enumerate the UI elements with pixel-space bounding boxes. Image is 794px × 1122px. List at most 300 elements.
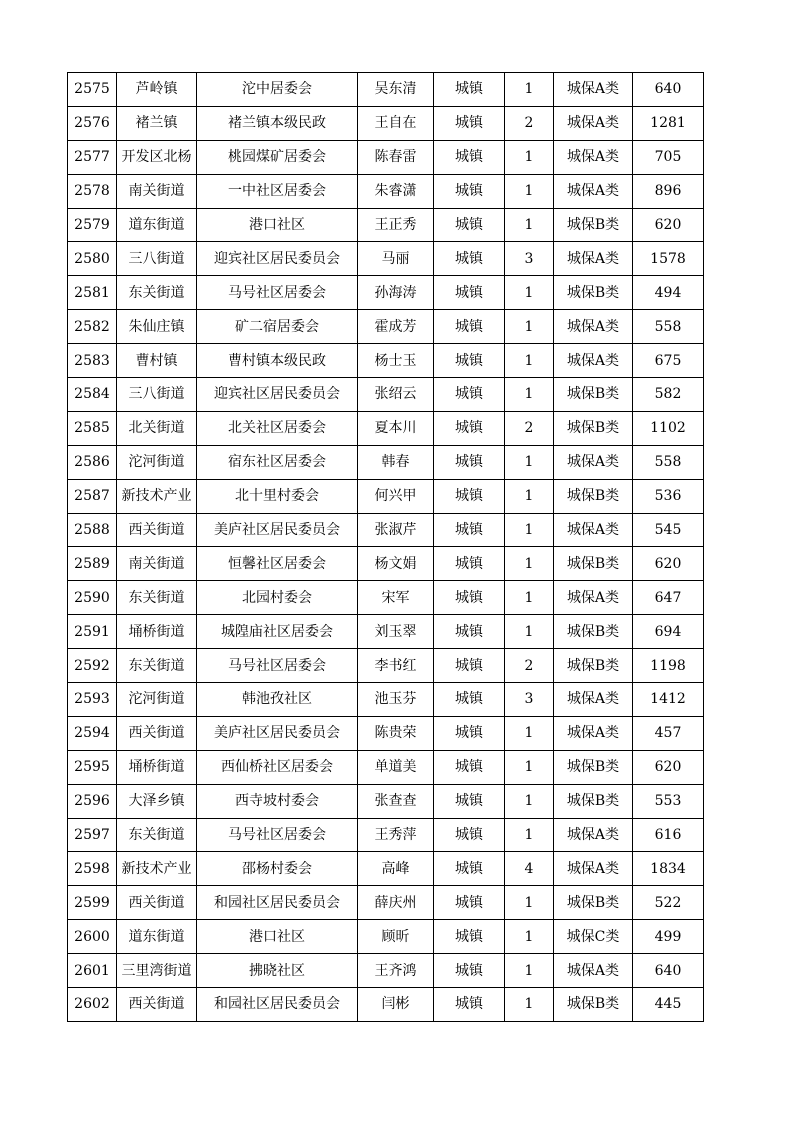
- household-count-cell-text: 1: [524, 589, 534, 606]
- name-cell-text: 夏本川: [374, 420, 417, 437]
- type-cell-text: 城镇: [455, 962, 483, 979]
- type-cell-text: 城镇: [455, 386, 483, 403]
- row-id-cell: [68, 988, 117, 1022]
- row-id-cell-text: 2591: [74, 623, 110, 640]
- name-cell: [358, 581, 434, 615]
- category-cell-text: 城保A类: [566, 115, 620, 132]
- household-count-cell: [505, 106, 554, 140]
- category-cell: [554, 106, 633, 140]
- community-cell-text: 迎宾社区居民委员会: [214, 250, 340, 267]
- category-cell-text: 城保A类: [566, 149, 620, 166]
- row-id-cell-text: 2599: [74, 894, 110, 911]
- row-id-cell: [68, 378, 117, 412]
- category-cell-text: 城保A类: [566, 183, 620, 200]
- community-cell-text: 宿东社区居委会: [228, 454, 326, 471]
- household-count-cell: [505, 140, 554, 174]
- community-cell-text: 北关社区居委会: [228, 420, 326, 437]
- household-count-cell: [505, 750, 554, 784]
- amount-cell: [633, 378, 704, 412]
- row-id-cell: [68, 852, 117, 886]
- name-cell-text: 杨文娟: [374, 555, 417, 572]
- community-cell-text: 拂晓社区: [249, 962, 305, 979]
- name-cell-text: 孙海涛: [374, 284, 417, 301]
- household-count-cell: [505, 954, 554, 988]
- household-count-cell-text: 3: [524, 250, 534, 267]
- category-cell-text: 城保A类: [566, 962, 620, 979]
- category-cell: [554, 310, 633, 344]
- town-cell-text: 三八街道: [128, 386, 185, 403]
- name-cell: [358, 818, 434, 852]
- row-id-cell: [68, 920, 117, 954]
- household-count-cell: [505, 276, 554, 310]
- name-cell-text: 杨士玉: [374, 352, 417, 369]
- household-count-cell: [505, 479, 554, 513]
- row-id-cell: [68, 310, 117, 344]
- household-count-cell: [505, 784, 554, 818]
- name-cell: [358, 242, 434, 276]
- type-cell: [434, 954, 505, 988]
- name-cell: [358, 106, 434, 140]
- type-cell-text: 城镇: [455, 250, 483, 267]
- type-cell-text: 城镇: [455, 555, 483, 572]
- name-cell: [358, 310, 434, 344]
- type-cell: [434, 344, 505, 378]
- name-cell: [358, 750, 434, 784]
- category-cell: [554, 174, 633, 208]
- row-id-cell-text: 2582: [74, 318, 110, 335]
- type-cell-text: 城镇: [455, 488, 483, 505]
- category-cell: [554, 513, 633, 547]
- town-cell: [117, 411, 197, 445]
- town-cell-text: 西关街道: [128, 522, 185, 539]
- town-cell-text: 东关街道: [128, 284, 185, 301]
- row-id-cell: [68, 73, 117, 107]
- name-cell: [358, 276, 434, 310]
- table-row: [68, 649, 704, 683]
- town-cell: [117, 615, 197, 649]
- town-cell: [117, 818, 197, 852]
- type-cell: [434, 513, 505, 547]
- community-cell: [197, 581, 358, 615]
- category-cell-text: 城保B类: [566, 793, 620, 810]
- name-cell-text: 单道美: [374, 759, 417, 776]
- amount-cell-text: 1412: [650, 691, 686, 708]
- community-cell-text: 美庐社区居民委员会: [214, 725, 340, 742]
- table-row: [68, 615, 704, 649]
- community-cell-text: 恒馨社区居委会: [228, 555, 326, 572]
- community-cell-text: 曹村镇本级民政: [228, 352, 326, 369]
- town-cell: [117, 378, 197, 412]
- row-id-cell-text: 2577: [74, 149, 110, 166]
- town-cell-text: 褚兰镇: [135, 115, 178, 132]
- name-cell-text: 何兴甲: [374, 488, 417, 505]
- category-cell-text: 城保A类: [566, 318, 620, 335]
- name-cell-text: 宋军: [381, 589, 410, 606]
- type-cell: [434, 411, 505, 445]
- category-cell: [554, 140, 633, 174]
- name-cell: [358, 513, 434, 547]
- amount-cell: [633, 73, 704, 107]
- household-count-cell-text: 1: [524, 488, 534, 505]
- town-cell: [117, 513, 197, 547]
- community-cell-text: 北十里村委会: [235, 488, 319, 505]
- name-cell-text: 王自在: [374, 115, 417, 132]
- table-row: [68, 378, 704, 412]
- amount-cell: [633, 683, 704, 717]
- household-count-cell: [505, 988, 554, 1022]
- type-cell: [434, 73, 505, 107]
- row-id-cell: [68, 513, 117, 547]
- row-id-cell-text: 2597: [74, 827, 110, 844]
- type-cell: [434, 818, 505, 852]
- row-id-cell: [68, 716, 117, 750]
- type-cell: [434, 242, 505, 276]
- category-cell-text: 城保A类: [566, 589, 620, 606]
- town-cell: [117, 886, 197, 920]
- household-count-cell: [505, 445, 554, 479]
- community-cell-text: 港口社区: [249, 928, 305, 945]
- type-cell: [434, 886, 505, 920]
- amount-cell-text: 1578: [650, 250, 686, 267]
- row-id-cell-text: 2589: [74, 555, 110, 572]
- name-cell: [358, 411, 434, 445]
- community-cell: [197, 954, 358, 988]
- type-cell: [434, 852, 505, 886]
- town-cell-text: 东关街道: [128, 589, 185, 606]
- type-cell-text: 城镇: [455, 454, 483, 471]
- category-cell-text: 城保A类: [566, 352, 620, 369]
- amount-cell: [633, 615, 704, 649]
- category-cell: [554, 954, 633, 988]
- community-cell-text: 迎宾社区居民委员会: [214, 386, 340, 403]
- community-cell-text: 韩池孜社区: [242, 691, 312, 708]
- town-cell-text: 西关街道: [128, 894, 185, 911]
- name-cell: [358, 174, 434, 208]
- town-cell-text: 朱仙庄镇: [128, 318, 185, 335]
- row-id-cell-text: 2588: [74, 522, 110, 539]
- amount-cell-text: 1102: [650, 420, 686, 437]
- category-cell-text: 城保B类: [566, 420, 620, 437]
- name-cell-text: 韩春: [381, 454, 410, 471]
- household-count-cell: [505, 242, 554, 276]
- type-cell: [434, 310, 505, 344]
- amount-cell: [633, 920, 704, 954]
- category-cell-text: 城保A类: [566, 691, 620, 708]
- type-cell-text: 城镇: [455, 149, 483, 166]
- amount-cell-text: 494: [654, 284, 682, 301]
- household-count-cell-text: 1: [524, 623, 534, 640]
- category-cell: [554, 784, 633, 818]
- town-cell-text: 三里湾街道: [121, 962, 192, 979]
- type-cell: [434, 988, 505, 1022]
- household-count-cell-text: 1: [524, 996, 534, 1013]
- town-cell-text: 大泽乡镇: [128, 793, 185, 810]
- town-cell-text: 埇桥街道: [128, 759, 185, 776]
- amount-cell: [633, 208, 704, 242]
- category-cell-text: 城保B类: [566, 996, 620, 1013]
- town-cell-text: 东关街道: [128, 657, 185, 674]
- household-count-cell-text: 1: [524, 386, 534, 403]
- household-count-cell-text: 1: [524, 352, 534, 369]
- town-cell-text: 东关街道: [128, 827, 185, 844]
- table-row: [68, 276, 704, 310]
- household-count-cell-text: 1: [524, 217, 534, 233]
- household-count-cell: [505, 378, 554, 412]
- household-count-cell: [505, 581, 554, 615]
- community-cell: [197, 140, 358, 174]
- category-cell: [554, 479, 633, 513]
- table-row: [68, 988, 704, 1022]
- household-count-cell-text: 1: [524, 827, 534, 844]
- type-cell-text: 城镇: [455, 183, 483, 200]
- category-cell: [554, 649, 633, 683]
- name-cell-text: 张查查: [374, 793, 417, 810]
- category-cell-text: 城保B类: [566, 623, 620, 640]
- town-cell: [117, 683, 197, 717]
- type-cell: [434, 378, 505, 412]
- household-count-cell: [505, 547, 554, 581]
- town-cell-text: 道东街道: [128, 217, 185, 233]
- table-row: [68, 886, 704, 920]
- amount-cell-text: 558: [654, 318, 682, 335]
- category-cell-text: 城保B类: [566, 284, 620, 301]
- name-cell: [358, 852, 434, 886]
- row-id-cell-text: 2596: [74, 793, 110, 810]
- type-cell: [434, 750, 505, 784]
- category-cell: [554, 411, 633, 445]
- type-cell-text: 城镇: [455, 352, 483, 369]
- amount-cell: [633, 581, 704, 615]
- name-cell: [358, 140, 434, 174]
- table-row: [68, 208, 704, 242]
- household-count-cell: [505, 649, 554, 683]
- town-cell-text: 新技术产业: [121, 860, 192, 877]
- town-cell: [117, 310, 197, 344]
- community-cell-text: 马号社区居委会: [228, 657, 326, 674]
- community-cell-text: 港口社区: [249, 217, 305, 233]
- category-cell-text: 城保A类: [566, 522, 620, 539]
- category-cell-text: 城保A类: [566, 725, 620, 742]
- category-cell: [554, 683, 633, 717]
- category-cell: [554, 988, 633, 1022]
- household-count-cell-text: 2: [524, 420, 534, 437]
- row-id-cell-text: 2576: [74, 115, 110, 132]
- household-count-cell-text: 4: [524, 860, 534, 877]
- type-cell-text: 城镇: [455, 793, 483, 810]
- household-count-cell: [505, 174, 554, 208]
- town-cell-text: 西关街道: [128, 725, 185, 742]
- town-cell: [117, 242, 197, 276]
- amount-cell: [633, 445, 704, 479]
- community-cell-text: 沱中居委会: [242, 81, 312, 98]
- amount-cell-text: 1834: [650, 860, 686, 877]
- type-cell: [434, 920, 505, 954]
- row-id-cell-text: 2594: [74, 725, 110, 742]
- amount-cell: [633, 649, 704, 683]
- name-cell: [358, 683, 434, 717]
- name-cell: [358, 920, 434, 954]
- name-cell-text: 刘玉翠: [374, 623, 417, 640]
- amount-cell-text: 499: [654, 928, 682, 945]
- table-row: [68, 513, 704, 547]
- category-cell: [554, 615, 633, 649]
- category-cell: [554, 818, 633, 852]
- type-cell: [434, 276, 505, 310]
- type-cell: [434, 479, 505, 513]
- community-cell: [197, 344, 358, 378]
- amount-cell-text: 1198: [650, 657, 686, 674]
- community-cell-text: 马号社区居委会: [228, 284, 326, 301]
- amount-cell-text: 675: [654, 352, 682, 369]
- town-cell-text: 北关街道: [128, 420, 185, 437]
- household-count-cell-text: 1: [524, 793, 534, 810]
- amount-cell: [633, 547, 704, 581]
- row-id-cell-text: 2580: [74, 250, 110, 267]
- amount-cell-text: 536: [654, 488, 682, 505]
- category-cell: [554, 920, 633, 954]
- town-cell-text: 三八街道: [128, 250, 185, 267]
- amount-cell: [633, 276, 704, 310]
- town-cell: [117, 581, 197, 615]
- town-cell: [117, 716, 197, 750]
- category-cell-text: 城保A类: [566, 250, 620, 267]
- household-count-cell: [505, 920, 554, 954]
- table-row: [68, 106, 704, 140]
- amount-cell: [633, 852, 704, 886]
- name-cell-text: 王齐鸿: [374, 962, 417, 979]
- category-cell: [554, 208, 633, 242]
- community-cell: [197, 208, 358, 242]
- row-id-cell: [68, 649, 117, 683]
- row-id-cell: [68, 886, 117, 920]
- category-cell-text: 城保B类: [566, 488, 620, 505]
- row-id-cell-text: 2598: [74, 860, 110, 877]
- household-count-cell-text: 1: [524, 454, 534, 471]
- community-cell: [197, 310, 358, 344]
- category-cell-text: 城保B类: [566, 217, 620, 233]
- amount-cell-text: 553: [654, 793, 682, 810]
- table-row: [68, 344, 704, 378]
- table-row: [68, 547, 704, 581]
- row-id-cell: [68, 954, 117, 988]
- name-cell-text: 王正秀: [374, 217, 417, 233]
- category-cell-text: 城保A类: [566, 454, 620, 471]
- category-cell-text: 城保A类: [566, 81, 620, 98]
- community-cell-text: 和园社区居民委员会: [214, 894, 340, 911]
- row-id-cell: [68, 411, 117, 445]
- name-cell: [358, 445, 434, 479]
- amount-cell-text: 640: [654, 81, 682, 98]
- row-id-cell-text: 2578: [74, 183, 110, 200]
- name-cell: [358, 479, 434, 513]
- amount-cell: [633, 242, 704, 276]
- row-id-cell-text: 2592: [74, 657, 110, 674]
- household-count-cell-text: 2: [524, 115, 534, 132]
- amount-cell-text: 545: [654, 522, 682, 539]
- name-cell: [358, 649, 434, 683]
- table-row: [68, 242, 704, 276]
- amount-cell: [633, 716, 704, 750]
- community-cell-text: 美庐社区居民委员会: [214, 522, 340, 539]
- category-cell: [554, 276, 633, 310]
- category-cell: [554, 242, 633, 276]
- type-cell-text: 城镇: [455, 996, 483, 1013]
- town-cell-text: 西关街道: [128, 996, 185, 1013]
- type-cell: [434, 716, 505, 750]
- amount-cell: [633, 750, 704, 784]
- town-cell: [117, 73, 197, 107]
- benefit-table: [67, 72, 704, 1022]
- community-cell: [197, 818, 358, 852]
- type-cell: [434, 445, 505, 479]
- name-cell-text: 陈春雷: [374, 149, 417, 166]
- type-cell-text: 城镇: [455, 691, 483, 708]
- community-cell: [197, 988, 358, 1022]
- row-id-cell: [68, 615, 117, 649]
- category-cell: [554, 378, 633, 412]
- row-id-cell: [68, 581, 117, 615]
- name-cell: [358, 988, 434, 1022]
- community-cell: [197, 852, 358, 886]
- town-cell: [117, 750, 197, 784]
- amount-cell-text: 620: [654, 217, 682, 233]
- town-cell-text: 新技术产业: [121, 488, 192, 505]
- row-id-cell-text: 2581: [74, 284, 110, 301]
- type-cell-text: 城镇: [455, 928, 483, 945]
- name-cell: [358, 378, 434, 412]
- town-cell-text: 曹村镇: [135, 352, 178, 369]
- row-id-cell: [68, 242, 117, 276]
- name-cell: [358, 886, 434, 920]
- name-cell-text: 张淑芹: [374, 522, 417, 539]
- category-cell: [554, 547, 633, 581]
- community-cell: [197, 445, 358, 479]
- type-cell-text: 城镇: [455, 657, 483, 674]
- household-count-cell: [505, 208, 554, 242]
- household-count-cell: [505, 683, 554, 717]
- household-count-cell: [505, 615, 554, 649]
- name-cell-text: 张绍云: [374, 386, 417, 403]
- table-row: [68, 73, 704, 107]
- community-cell-text: 矿二宿居委会: [235, 318, 319, 335]
- amount-cell: [633, 988, 704, 1022]
- type-cell-text: 城镇: [455, 217, 483, 233]
- amount-cell-text: 582: [654, 386, 682, 403]
- table-row: [68, 140, 704, 174]
- table-row: [68, 445, 704, 479]
- household-count-cell: [505, 73, 554, 107]
- community-cell: [197, 615, 358, 649]
- community-cell-text: 城隍庙社区居委会: [221, 623, 333, 640]
- row-id-cell: [68, 683, 117, 717]
- town-cell: [117, 479, 197, 513]
- name-cell: [358, 73, 434, 107]
- town-cell-text: 南关街道: [128, 555, 185, 572]
- amount-cell-text: 1281: [650, 115, 686, 132]
- row-id-cell-text: 2575: [74, 81, 110, 98]
- community-cell: [197, 649, 358, 683]
- type-cell-text: 城镇: [455, 318, 483, 335]
- town-cell: [117, 547, 197, 581]
- town-cell: [117, 344, 197, 378]
- row-id-cell: [68, 445, 117, 479]
- town-cell-text: 道东街道: [128, 928, 185, 945]
- community-cell: [197, 73, 358, 107]
- town-cell-text: 沱河街道: [128, 454, 185, 471]
- row-id-cell-text: 2600: [74, 928, 110, 945]
- row-id-cell: [68, 818, 117, 852]
- community-cell: [197, 920, 358, 954]
